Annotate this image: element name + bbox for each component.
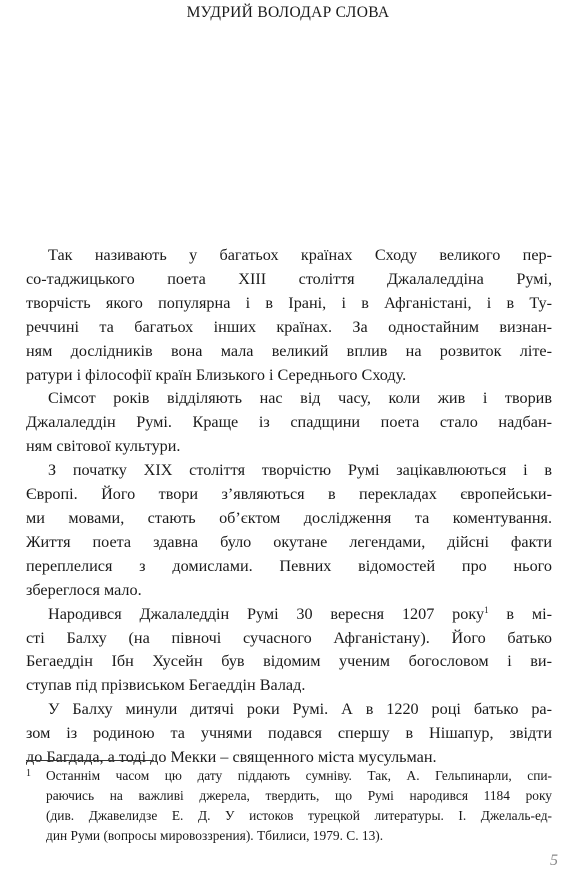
footnote-mark: 1 bbox=[26, 768, 31, 779]
paragraph bbox=[26, 387, 552, 459]
text-line: Життя поета здавна було окутане легендами, дійсні факти bbox=[26, 532, 552, 551]
footnote-divider bbox=[26, 760, 154, 761]
text-line: ратури і філософії країн Близького і Середнього Сходу. bbox=[26, 365, 407, 384]
text-line: со-таджицького поета XIII століття Джалаледдіна Румі, bbox=[26, 269, 552, 288]
text-line: ми мовами, стають об’єктом дослідження та коментування. bbox=[26, 508, 552, 527]
text-line: ням дослідників вона мала великий вплив на розвиток літе- bbox=[26, 341, 552, 360]
text-fragment: в мі- bbox=[488, 604, 553, 623]
paragraph bbox=[26, 244, 552, 387]
text-line: Так називають у багатьох країнах Сходу великого пер- bbox=[48, 246, 552, 264]
text-line: Сімсот років відділяють нас від часу, коли жив і творив bbox=[48, 389, 552, 408]
text-line: Джалаледдін Румі. Краще із спадщини поета стало надбан- bbox=[26, 413, 552, 432]
main-text bbox=[26, 244, 552, 770]
text-line: до Багдада, а тоді до Мекки – священного міста мусульман. bbox=[26, 748, 437, 767]
text-line: Бегаеддін Ібн Хусейн був відомим ученим богословом і ви- bbox=[26, 652, 552, 671]
text-line: У Балху минули дитячі роки Румі. А в 1220 році батько ра- bbox=[48, 700, 552, 719]
text-line: ступав під прізвиськом Бегаеддін Валад. bbox=[26, 676, 306, 695]
footnote-line bbox=[26, 764, 552, 786]
footnote-reference[interactable]: 1 bbox=[484, 604, 489, 615]
footnote-line: раючись на важливі джерела, твердить, що Румі народився 1184 року bbox=[46, 787, 552, 803]
text-line bbox=[26, 603, 552, 627]
page-title: МУДРИЙ ВОЛОДАР СЛОВА bbox=[186, 4, 390, 21]
text-line: ням світової культури. bbox=[26, 437, 181, 456]
paragraph bbox=[26, 603, 552, 699]
text-fragment: Народився Джалаледдін Румі 30 вересня 1207 року bbox=[48, 604, 485, 623]
text-line: переплелися з домислами. Певних відомостей про нього bbox=[26, 556, 552, 575]
text-line: З початку XIX століття творчістю Румі зацікавлюються і в bbox=[48, 461, 552, 480]
text-line: творчість якого популярна і в Ірані, і в Афганістані, і в Ту- bbox=[26, 293, 552, 312]
footnote bbox=[26, 764, 552, 846]
text-line: реччині та багатьох інших країнах. За одностайним визнан- bbox=[26, 317, 552, 336]
footnote-text: Останнім часом цю дату піддають сумніву. Так, А. Гельпинарли, спи- bbox=[46, 768, 552, 783]
text-line: сті Балху (на півночі сучасного Афганістану). Його батько bbox=[26, 628, 552, 647]
footnote-line: (див. Джавелидзе Е. Д. У истоков турецкой литературы. I. Джелаль-ед- bbox=[46, 807, 552, 823]
text-line: Європі. Його твори з’являються в перекладах європейськи- bbox=[26, 485, 552, 504]
paragraph bbox=[26, 459, 552, 602]
page-number: 5 bbox=[550, 852, 558, 869]
footnote-line: дин Руми (вопросы мировоззрения). Тбилиси, 1979. С. 13). bbox=[46, 827, 384, 843]
text-line: зом із родиною та учнями подався спершу в Нішапур, звідти bbox=[26, 724, 552, 743]
text-line: збереглося мало. bbox=[26, 580, 142, 599]
